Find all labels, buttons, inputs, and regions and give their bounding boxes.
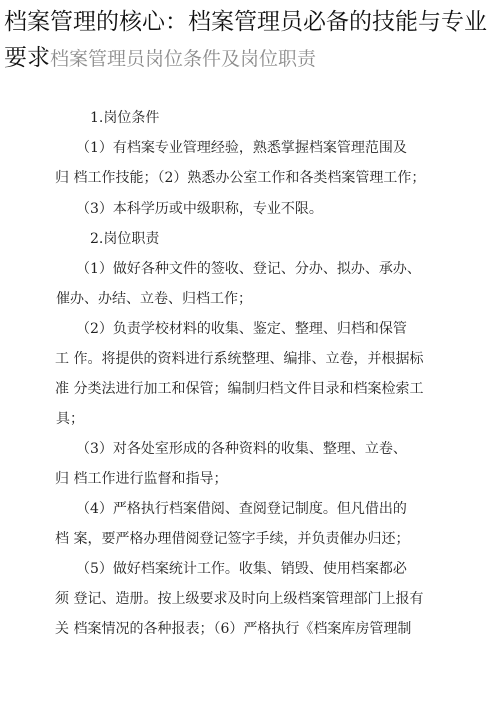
duty-item-5-cont-b: 关 档案情况的各种报表；（6）严格执行《档案库房管理制 xyxy=(55,621,412,637)
duty-item-5-cont-a: 须 登记、造册。按上级要求及时向上级档案管理部门上报有 xyxy=(55,591,424,607)
duty-item-2-cont-a: 工 作。将提供的资料进行系统整理、编排、立卷，并根据标 xyxy=(55,351,424,367)
duty-item-4-cont: 档 案，要严格办理借阅登记签字手续，并负责催办归还； xyxy=(55,531,410,547)
duty-item-1: （1）做好各种文件的签收、登记、分办、拟办、承办、 xyxy=(76,261,421,277)
title-subtitle: 档案管理员岗位条件及岗位职责 xyxy=(50,48,317,70)
duty-item-3-cont: 归 档工作进行监督和指导； xyxy=(55,471,228,487)
title-main: 档案管理的核心：档案管理员必备的技能与专业要求 xyxy=(4,9,487,71)
duty-item-2-cont-c: 具； xyxy=(56,411,84,427)
duty-item-3: （3）对各处室形成的各种资料的收集、整理、立卷、 xyxy=(76,441,407,457)
duty-item-5: （5）做好档案统计工作。收集、销毁、使用档案都必 xyxy=(76,561,407,577)
condition-item-1: （1）有档案专业管理经验，熟悉掌握档案管理范围及 xyxy=(76,140,407,156)
duty-item-2-cont-b: 准 分类法进行加工和保管；编制归档文件目录和档案检索工 xyxy=(55,381,424,397)
duty-item-4: （4）严格执行档案借阅、查阅登记制度。但凡借出的 xyxy=(76,501,407,517)
condition-item-3: （3）本科学历或中级职称，专业不限。 xyxy=(76,201,323,217)
section-heading-duties: 2.岗位职责 xyxy=(90,231,160,247)
condition-item-1-cont: 归 档工作技能；（2）熟悉办公室工作和各类档案管理工作； xyxy=(55,170,426,186)
section-heading-conditions: 1.岗位条件 xyxy=(90,110,160,126)
duty-item-2: （2）负责学校材料的收集、鉴定、整理、归档和保管 xyxy=(76,321,407,337)
page-title xyxy=(4,4,496,77)
duty-item-1-cont: 催办、办结、立卷、归档工作； xyxy=(56,291,252,307)
